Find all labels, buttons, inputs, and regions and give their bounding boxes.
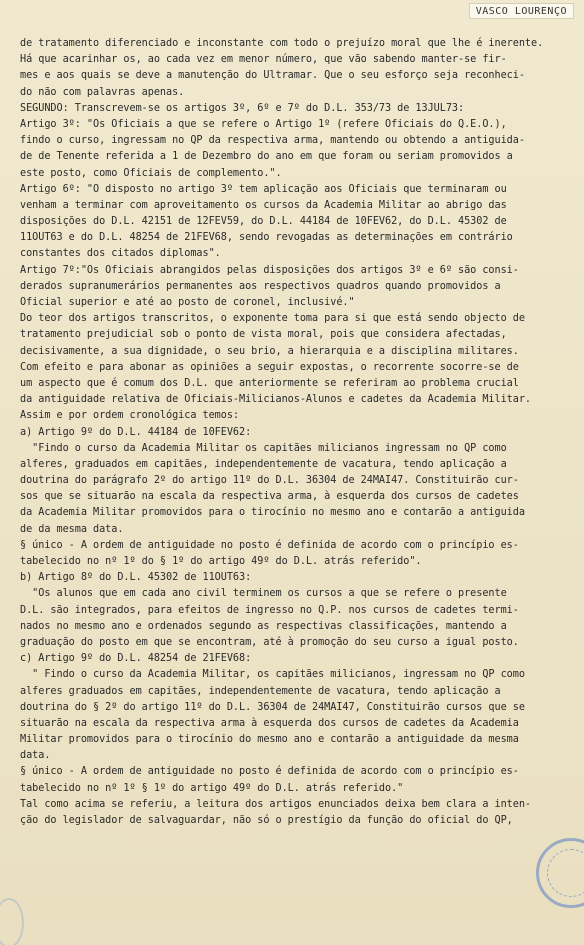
text-line: c) Artigo 9º do D.L. 48254 de 21FEV68:	[20, 653, 252, 665]
text-line: Assim e por ordem cronológica temos:	[20, 410, 240, 422]
text-line: tratamento prejudicial sob o ponto de vista moral, pois que considera afectadas,	[20, 329, 507, 341]
author-tag: VASCO LOURENÇO	[469, 3, 574, 19]
text-line: situarão na escala da respectiva arma à esquerda dos cursos de cadetes da Academia	[20, 717, 519, 729]
text-line: alferes graduados em capitães, independentemente de vacatura, tendo aplicação a	[20, 685, 501, 697]
text-line: da antiguidade relativa de Oficiais-Milicianos-Alunos e cadetes da Academia Militar.	[20, 394, 532, 406]
text-line: findo o curso, ingressam no QP da respectiva arma, mantendo ou obtendo a antiguida-	[20, 135, 525, 147]
document-body	[20, 36, 580, 829]
text-line: tabelecido no nº 1º § 1º do artigo 49º do D.L. atrás referido."	[20, 782, 404, 794]
text-line: doutrina do § 2º do artigo 11º do D.L. 36304 de 24MAI47, Constituirão cursos que se	[20, 701, 525, 713]
text-line: " Findo o curso da Academia Militar, os capitães milicianos, ingressam no QP como	[20, 669, 525, 681]
text-line: Oficial superior e até ao posto de coronel, inclusivé."	[20, 297, 355, 308]
text-line: um aspecto que é comum dos D.L. que anteriormente se referiram ao problema crucial	[20, 377, 519, 389]
text-line: "Os alunos que em cada ano civil terminem os cursos a que se refere o presente	[20, 588, 507, 600]
ink-stamp	[536, 838, 584, 908]
text-line: de tratamento diferenciado e inconstante com todo o prejuízo moral que lhe é inerente.	[20, 38, 544, 49]
text-line: Do teor dos artigos transcritos, o exponente toma para si que está sendo objecto de	[20, 313, 525, 325]
text-line: Artigo 7º:"Os Oficiais abrangidos pelas disposições dos artigos 3º e 6º são consi-	[20, 264, 519, 276]
text-line: derados supranumerários permanentes aos respectivos quadros quando promovidos a	[20, 280, 501, 292]
text-line: disposições do D.L. 42151 de 12FEV59, do D.L. 44184 de 10FEV62, do D.L. 45302 de	[20, 216, 507, 228]
text-line: SEGUNDO: Transcrevem-se os artigos 3º, 6º e 7º do D.L. 353/73 de 13JUL73:	[20, 102, 465, 114]
text-line: 11OUT63 e do D.L. 48254 de 21FEV68, sendo revogadas as determinações em contrário	[20, 232, 513, 244]
text-line: constantes dos citados diplomas".	[20, 248, 221, 260]
text-line: alferes, graduados em capitães, independentemente de vacatura, tendo aplicação a	[20, 458, 507, 470]
text-line: de de Tenente referida a 1 de Dezembro do ano em que foram ou seriam promovidos a	[20, 151, 513, 163]
text-line: D.L. são integrados, para efeitos de ingresso no Q.P. nos cursos de cadetes termi-	[20, 604, 519, 616]
text-line: Artigo 6º: "O disposto no artigo 3º tem aplicação aos Oficiais que terminaram ou	[20, 183, 507, 195]
text-line: a) Artigo 9º do D.L. 44184 de 10FEV62:	[20, 426, 252, 438]
text-line: Com efeito e para abonar as opiniões a seguir expostas, o recorrente socorre-se de	[20, 361, 519, 373]
text-line: data.	[20, 750, 51, 762]
text-line: de da mesma data.	[20, 523, 124, 535]
text-line: Militar promovidos para o tirocínio do mesmo ano e contarão a antiguidade da mesma	[20, 734, 519, 746]
text-line: Artigo 3º: "Os Oficiais a que se refere o Artigo 1º (refere Oficiais do Q.E.O.),	[20, 118, 507, 130]
text-line: mes e aos quais se deve a manutenção do Ultramar. Que o seu esforço seja reconheci-	[20, 70, 525, 82]
text-line: este posto, como Oficiais de complemento.".	[20, 167, 282, 179]
text-line: doutrina do parágrafo 2º do artigo 11º do D.L. 36304 de 24MAI47. Constituirão cur-	[20, 475, 519, 487]
text-line: decisivamente, a sua dignidade, o seu brio, a hierarquia e a disciplina militares.	[20, 345, 519, 357]
text-line: nados no mesmo ano e ordenados segundo as respectivas classificações, mantendo a	[20, 620, 507, 632]
text-line: sos que se situarão na escala da respectiva arma, à esquerda dos cursos de cadetes	[20, 491, 519, 503]
text-line: "Findo o curso da Academia Militar os capitães milicianos ingressam no QP como	[20, 442, 507, 454]
text-line: Tal como acima se referiu, a leitura dos artigos enunciados deixa bem clara a inten-	[20, 798, 532, 810]
text-line: do não com palavras apenas.	[20, 86, 185, 98]
text-line: graduação do posto em que se encontram, até à promoção do seu curso a igual posto.	[20, 636, 519, 648]
text-line: tabelecido no nº 1º do § 1º do artigo 49º do D.L. atrás referido".	[20, 556, 422, 567]
text-line: ção do legislador de salvaguardar, não só o prestígio da função do oficial do QP,	[20, 815, 513, 826]
text-line: § único - A ordem de antiguidade no posto é definida de acordo com o princípio es-	[20, 766, 519, 778]
text-line: venham a terminar com aproveitamento os cursos da Academia Militar ao abrigo das	[20, 199, 507, 211]
text-line: Há que acarinhar os, ao cada vez em menor número, que vão sabendo manter-se fir-	[20, 54, 507, 66]
ink-stamp-partial	[0, 898, 24, 945]
text-line: da Academia Militar promovidos para o tirocínio no mesmo ano e contarão a antiguida	[20, 507, 525, 519]
text-line: § único - A ordem de antiguidade no posto é definida de acordo com o princípio es-	[20, 539, 519, 551]
text-line: b) Artigo 8º do D.L. 45302 de 11OUT63:	[20, 572, 252, 584]
